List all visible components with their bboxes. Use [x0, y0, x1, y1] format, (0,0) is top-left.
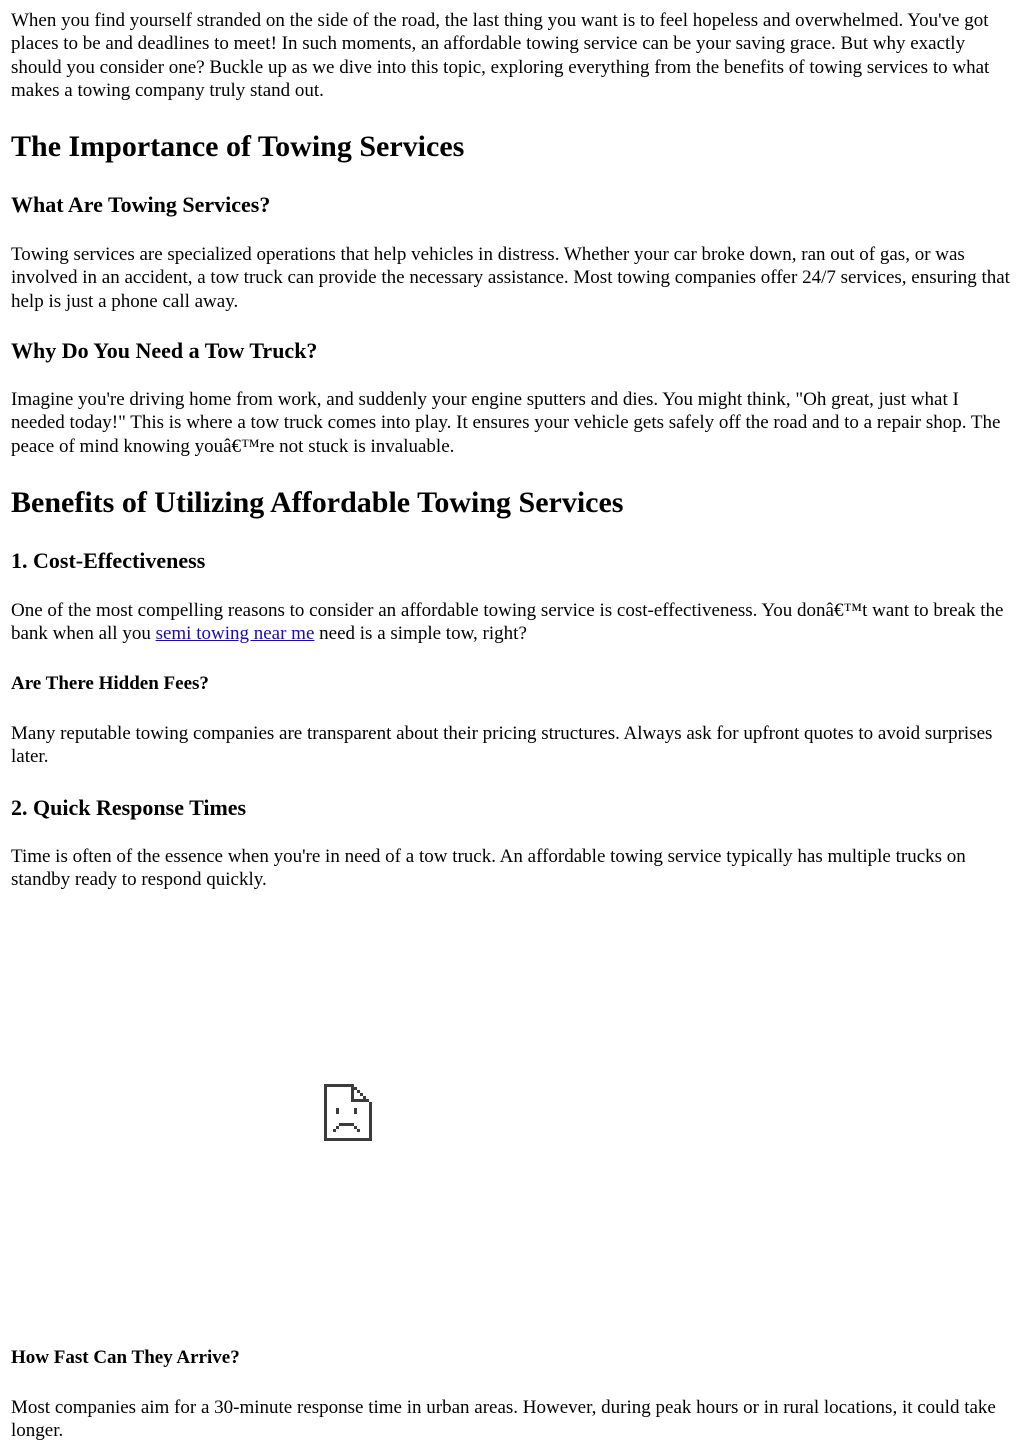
hidden-fees-heading: Are There Hidden Fees? [11, 673, 209, 694]
what-are-towing-services-paragraph: Towing services are specialized operations that help vehicles in distress. Whether your car broke down, ran out of gas, or was involved in an accident, a tow truck can provide the necessary assistance. Most towing companies offer 24/7 services, ensuring that help is just a phone call away. [11, 244, 1010, 312]
intro-paragraph: When you find yourself stranded on the side of the road, the last thing you want is to feel hopeless and overwhelmed. You've got places to be and deadlines to meet! In such moments, an affordable towing service can be your saving grace. But why exactly should you consider one? Buckle up as we dive into this topic, exploring everything from the benefits of towing services to what makes a towing company truly stand out. [11, 10, 990, 101]
broken-image-icon [324, 1084, 372, 1141]
why-need-tow-truck-paragraph: Imagine you're driving home from work, and suddenly your engine sputters and dies. You might think, "Oh great, just what I needed today!" This is where a tow truck comes into play. It ensures your vehicle gets safely off the road and to a repair shop. The peace of mind knowing youâ€™re not stuck is invaluable. [11, 389, 1001, 457]
benefits-heading: Benefits of Utilizing Affordable Towing Services [11, 486, 624, 519]
how-fast-heading: How Fast Can They Arrive? [11, 1347, 240, 1368]
quick-response-paragraph: Time is often of the essence when you're in need of a tow truck. An affordable towing service typically has multiple trucks on standby ready to respond quickly. [11, 846, 966, 891]
importance-heading: The Importance of Towing Services [11, 130, 465, 163]
how-fast-paragraph: Most companies aim for a 30-minute response time in urban areas. However, during peak hours or in rural locations, it could take longer. [11, 1397, 996, 1442]
cost-effectiveness-heading: 1. Cost-Effectiveness [11, 548, 206, 573]
quick-response-heading: 2. Quick Response Times [11, 795, 247, 820]
semi-towing-link[interactable]: semi towing near me [155, 623, 315, 645]
why-need-tow-truck-heading: Why Do You Need a Tow Truck? [11, 338, 318, 363]
cost-text-after: need is a simple tow, right? [314, 623, 527, 645]
cost-effectiveness-paragraph [11, 599, 1015, 646]
hidden-fees-paragraph: Many reputable towing companies are transparent about their pricing structures. Always ask for upfront quotes to avoid surprises later. [11, 723, 993, 768]
cost-text-before: One of the most compelling reasons to consider an affordable towing service is cost-effectiveness. You donâ€™t want to break the bank when all you [11, 600, 1004, 645]
what-are-towing-services-heading: What Are Towing Services? [11, 192, 271, 217]
